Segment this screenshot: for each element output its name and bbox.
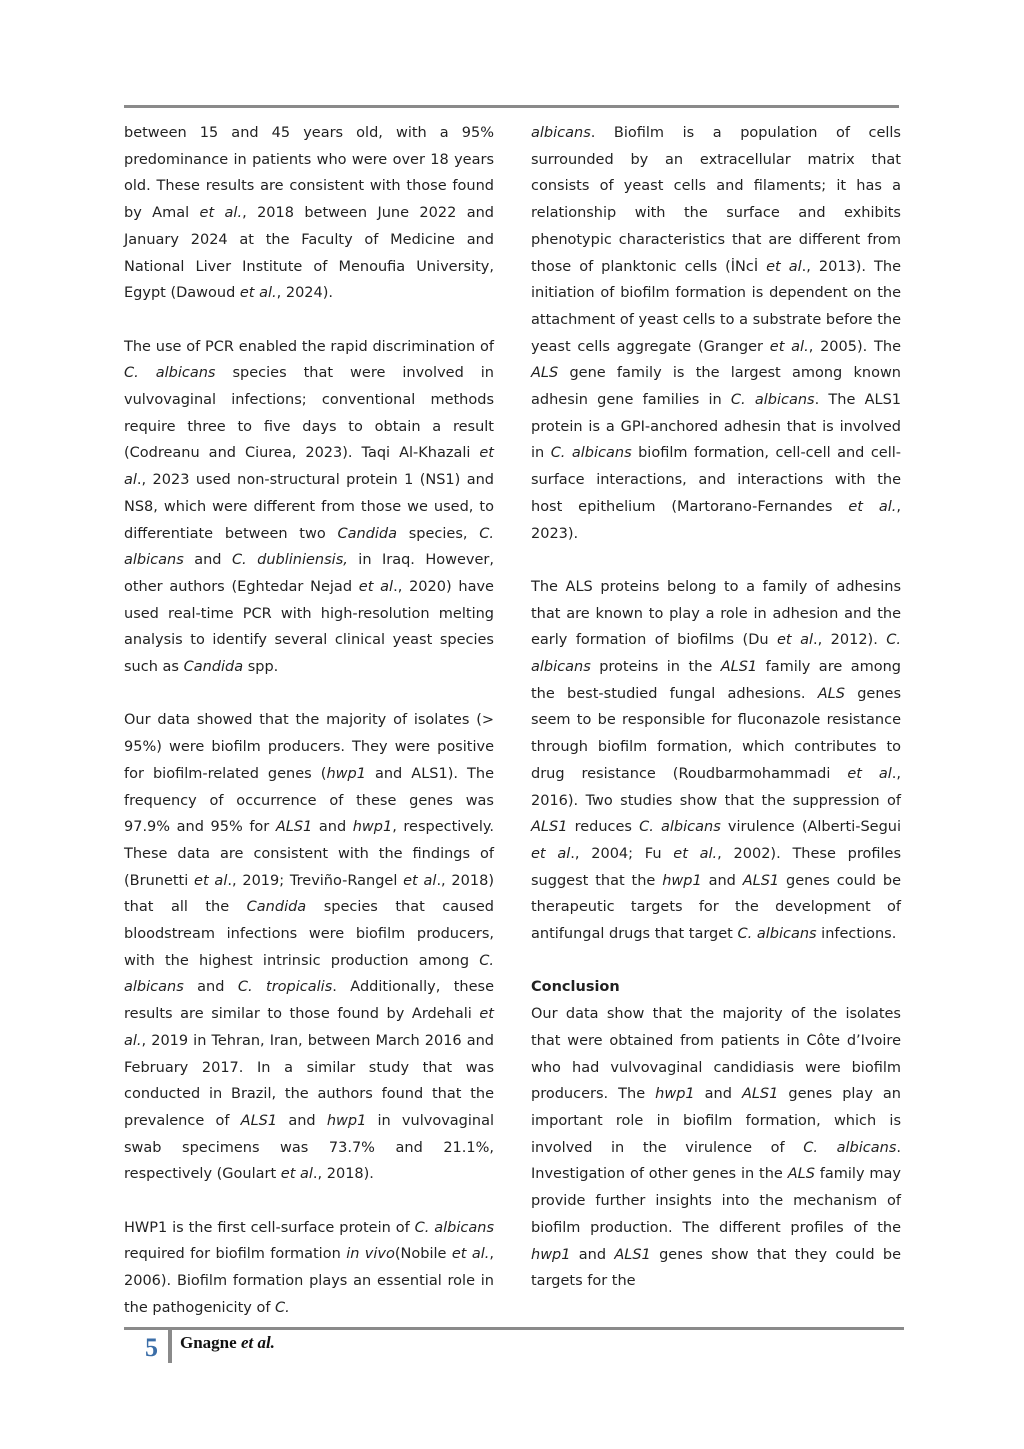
italic-run: Candida [246,899,307,916]
text-run: , 2024). [276,285,334,302]
text-run: spp. [243,659,279,676]
text-run: , 2018 between June 2022 and January 2024 at the Faculty of Medicine and National Liver Institute of Menoufia University, Egypt (Dawoud [124,205,494,302]
text-run: virulence (Alberti-Segui [720,819,902,836]
text-run: ., 2020) have used real-time PCR with high-resolution melting analysis to identify several clinical yeast species such as [124,578,494,676]
italic-run: ALS1 [720,659,758,676]
italic-run: et al [531,845,571,862]
italic-run: ALS [817,685,845,702]
italic-run: ALS [531,365,559,382]
italic-run: et al. [848,498,897,515]
paragraph-biofilm-definition [531,120,901,547]
italic-run: ALS1 [240,1112,278,1129]
text-run: and [277,1112,327,1129]
italic-run: et al [403,872,437,889]
text-run: . Biofilm is a population of cells surrounded by an extracellular matrix that consists of yeast cells and filaments; it has a relationship with the surface and exhibits phenotypic characteristics that are different from those of planktonic cells (İNcİ [531,125,901,275]
author-etal: et al. [240,1333,275,1352]
text-run: species that caused bloodstream infections were biofilm producers, with the highest intrinsic production among [124,899,495,969]
italic-run: ALS [787,1166,815,1183]
footer-divider [168,1330,172,1363]
text-run: HWP1 is the first cell-surface protein of [124,1219,415,1236]
italic-run: albicans [531,125,591,141]
italic-run: C. albicans [730,392,815,409]
text-run: ., 2012). [812,632,887,649]
text-run: ., 2019; Treviño-Rangel [227,872,404,889]
italic-run: C. dubliniensis, [231,552,348,569]
text-run: genes play an important role in biofilm formation, which is involved in the virulence of [531,1086,901,1156]
text-run: (Nobile [394,1246,452,1263]
text-run: between 15 and 45 years old, with a 95% predominance in patients who were over 18 years old. These results are consistent with those found by Amal [124,125,494,222]
text-run: reduces [567,819,640,836]
text-run: , 2005). The [808,338,901,355]
text-run: , 2023). [531,498,901,542]
italic-run: et al [777,632,813,649]
left-column [124,120,494,1322]
italic-run: C. albicans [414,1219,495,1236]
italic-run: Candida [337,525,397,542]
text-run: genes seem to be responsible for fluconazole resistance through biofilm formation, which contributes to drug resistance (Roudbarmohammadi [531,685,901,782]
italic-run: et al [847,765,892,782]
italic-run: et al [124,445,494,489]
page-number: 5 [145,1333,158,1362]
text-run: family are among the best-studied fungal adhesions. [531,659,901,702]
running-author [180,1332,275,1354]
header-rule [124,105,899,108]
text-run: , 2006). Biofilm formation plays an essential role in the pathogenicity of [124,1246,494,1316]
italic-run: in vivo [346,1246,395,1263]
text-run: ., 2023 used non-structural protein 1 (NS1) and NS8, which were different from those we used, to differentiate between two [124,472,494,542]
italic-run: et al [280,1166,313,1183]
text-run: and [183,552,232,569]
text-run: biofilm formation, cell-cell and cell-surface interactions, and interactions with the host epithelium (Martorano-Fernandes [531,445,902,515]
text-run: . Additionally, these results are similar to those found by Ardehali [124,979,494,1023]
text-run: , 2002). These profiles suggest that the [531,845,901,889]
italic-run: C. albicans [531,632,901,676]
text-run: and [183,979,238,996]
text-run: and [570,1246,615,1263]
text-run: genes could be therapeutic targets for the development of antifungal drugs that target [531,872,901,943]
italic-run: et al. [199,205,243,222]
paragraph-demographics [124,120,494,307]
italic-run: et al. [124,1006,494,1049]
italic-run: et al. [451,1246,490,1263]
text-run: ., 2018). [312,1166,374,1183]
italic-run: C. albicans [124,952,494,996]
italic-run: et al. [769,338,809,355]
text-run: genes show that they could be targets for the [531,1246,901,1290]
italic-run: C. albicans [639,819,721,836]
text-run: species, [397,525,480,542]
italic-run: ALS1 [275,819,313,836]
italic-run: et al [358,578,394,595]
italic-run: hwp1 [662,872,702,889]
italic-run: et al [766,258,802,275]
text-run: Our data show that the majority of the isolates that were obtained from patients in Côte d’Ivoire who had vulvovaginal candidiasis were biofilm producers. The [531,1006,901,1103]
italic-run: hwp1 [326,765,366,782]
italic-run: ALS1 [531,819,568,836]
italic-run: C. albicans [124,525,494,569]
text-run: family may provide further insights into the mechanism of biofilm production. The different profiles of the [531,1166,901,1236]
italic-run: ALS1 [741,1086,779,1103]
text-run: . Investigation of other genes in the [531,1139,901,1183]
italic-run: hwp1 [655,1086,695,1103]
italic-run: Candida [183,659,244,676]
italic-run: et al [194,872,228,889]
italic-run: C. albicans [124,365,216,382]
paragraph-als-proteins [531,574,901,948]
paragraph-conclusion [531,1001,901,1295]
text-run: Our data showed that the majority of isolates (> 95%) were biofilm producers. They were positive for biofilm-related genes ( [124,712,494,782]
author-name: Gnagne [180,1333,241,1352]
paragraph-hwp1 [124,1215,494,1322]
text-run: The ALS proteins belong to a family of adhesins that are known to play a role in adhesion and the early formation of biofilms (Du [531,578,901,649]
text-run: ., 2016). Two studies show that the suppression of [531,765,901,809]
italic-run: C. albicans [803,1139,897,1156]
conclusion-heading: Conclusion [531,979,620,996]
italic-run: C. tropicalis [237,979,333,996]
text-run: required for biofilm formation [124,1246,347,1263]
paragraph-biofilm-producers [124,707,494,1188]
text-run: in Iraq. However, other authors (Eghtedar Nejad [124,552,494,595]
text-run: ., 2013). The initiation of biofilm formation is dependent on the attachment of yeast cells to a substrate before the yeast cells aggregate (Granger [531,258,901,355]
text-run: and [701,872,743,889]
text-run: . The ALS1 protein is a GPI-anchored adhesin that is involved in [531,392,901,462]
text-run: proteins in the [590,659,721,676]
italic-run: hwp1 [352,819,393,836]
italic-run: et al. [673,845,718,862]
text-run: gene family is the largest among known adhesin gene families in [531,365,901,409]
italic-run: C. albicans [550,445,632,462]
italic-run: hwp1 [326,1112,367,1129]
text-run: infections. [816,926,897,943]
footer-rule [124,1327,904,1330]
paragraph-pcr [124,334,494,681]
italic-run: C. [275,1299,290,1316]
right-column [531,120,901,1295]
text-run: The use of PCR enabled the rapid discrimination of [124,338,494,355]
text-run: and ALS1). The frequency of occurrence of these genes was 97.9% and 95% for [124,765,494,836]
text-run: and [312,819,353,836]
italic-run: ALS1 [742,872,780,889]
text-run: ., 2004; Fu [570,845,674,862]
text-run: , respectively. These data are consistent with the findings of (Brunetti [124,819,494,889]
text-run: in vulvovaginal swab specimens was 73.7% and 21.1%, respectively (Goulart [124,1112,494,1183]
text-run: ., 2018) that all the [124,872,494,916]
italic-run: hwp1 [531,1246,571,1263]
text-run: , 2019 in Tehran, Iran, between March 2016 and February 2017. In a similar study that was conducted in Brazil, the authors found that the prevalence of [124,1032,494,1129]
italic-run: ALS1 [614,1246,651,1263]
italic-run: C. albicans [737,926,817,943]
text-run: and [694,1086,742,1103]
italic-run: et al. [239,285,277,302]
text-run: species that were involved in vulvovaginal infections; conventional methods require three to five days to obtain a result (Codreanu and Ciurea, 2023). Taqi Al-Khazali [124,365,495,462]
